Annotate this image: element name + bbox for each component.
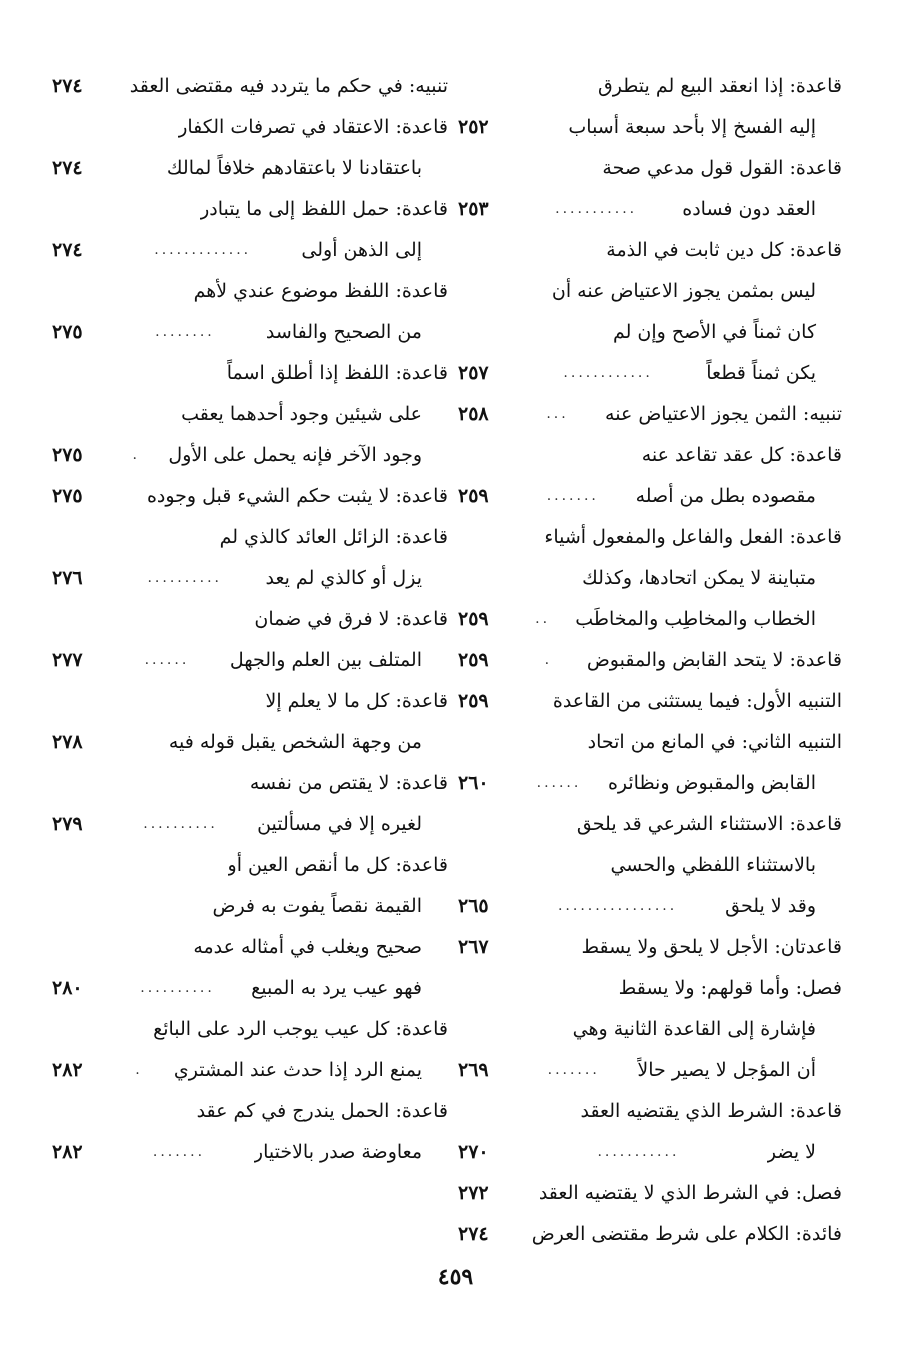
entry-text: التنبيه الأول: فيما يستثنى من القاعدة: [552, 690, 842, 712]
index-entry: [52, 271, 448, 312]
index-entry: [52, 1091, 448, 1132]
entry-text: قاعدة: الزائل العائد كالذي لم: [219, 526, 448, 548]
entry-leader-dots: ......: [536, 775, 582, 791]
index-column-right: [458, 66, 842, 1255]
entry-text: من وجهة الشخص يقبل قوله فيه: [168, 731, 422, 753]
entry-text: قاعدة: الفعل والفاعل والمفعول أشياء: [544, 526, 842, 548]
entry-text: قاعدة: حمل اللفظ إلى ما يتبادر: [200, 198, 448, 220]
entry-page-number: ٢٧٢: [458, 1182, 489, 1204]
entry-leader-dots: .......: [546, 488, 599, 504]
index-entry: [52, 1132, 448, 1173]
index-entry: [458, 353, 842, 394]
index-entry: [52, 763, 448, 804]
index-entry: [458, 476, 842, 517]
entry-text: وقد لا يلحق: [725, 895, 816, 917]
entry-leader-dots: ........: [155, 324, 215, 340]
entry-text: باعتقادنا لا باعتقادهم خلافاً لمالك: [166, 157, 422, 179]
entry-page-number: ٢٥٩: [458, 690, 489, 712]
entry-leader-dots: ...........: [597, 1144, 680, 1160]
index-entry: [458, 435, 842, 476]
index-entry: [458, 107, 842, 148]
entry-text: قاعدة: اللفظ إذا أطلق اسماً: [226, 362, 448, 384]
index-entry: [458, 189, 842, 230]
entry-text: فصل: وأما قولهم: ولا يسقط: [618, 977, 842, 999]
index-entry: [52, 517, 448, 558]
entry-text: قاعدة: كل ما أنقص العين أو: [227, 854, 448, 876]
entry-page-number: ٢٧٦: [52, 567, 83, 589]
entry-text: القابض والمقبوض ونظائره: [607, 772, 816, 794]
index-entry: [52, 558, 448, 599]
entry-text: قاعدة: لا فرق في ضمان: [254, 608, 448, 630]
entry-page-number: ٢٥٧: [458, 362, 489, 384]
index-entry: [52, 353, 448, 394]
entry-text: قاعدة: كل عقد تقاعد عنه: [641, 444, 842, 466]
entry-page-number: ٢٧٤: [52, 75, 83, 97]
index-entry: [458, 640, 842, 681]
entry-text: التنبيه الثاني: في المانع من اتحاد: [587, 731, 842, 753]
index-entry: [458, 763, 842, 804]
entry-leader-dots: ...........: [555, 201, 638, 217]
entry-text: فهو عيب يرد به المبيع: [251, 977, 422, 999]
entry-text: بالاستثناء اللفظي والحسي: [610, 854, 816, 876]
entry-page-number: ٢٥٨: [458, 403, 489, 425]
index-entry: [52, 681, 448, 722]
entry-page-number: ٢٥٩: [458, 485, 489, 507]
entry-text: قاعدة: لا يثبت حكم الشيء قبل وجوده: [146, 485, 448, 507]
index-entry: [52, 394, 448, 435]
entry-page-number: ٢٦٠: [458, 772, 489, 794]
index-entry: [52, 804, 448, 845]
index-entry: [458, 1091, 842, 1132]
entry-text: كان ثمناً في الأصح وإن لم: [612, 321, 816, 343]
entry-page-number: ٢٥٩: [458, 649, 489, 671]
index-entry: [458, 1050, 842, 1091]
index-entry: [52, 230, 448, 271]
index-entry: [52, 968, 448, 1009]
entry-text: من الصحيح والفاسد: [265, 321, 422, 343]
index-entry: [458, 927, 842, 968]
entry-text: قاعدة: الشرط الذي يقتضيه العقد: [580, 1100, 842, 1122]
entry-text: قاعدة: الاستثناء الشرعي قد يلحق: [576, 813, 842, 835]
entry-text: قاعدة: كل عيب يوجب الرد على البائع: [153, 1018, 448, 1040]
entry-text: قاعدتان: الأجل لا يلحق ولا يسقط: [581, 936, 842, 958]
index-entry: [52, 1009, 448, 1050]
entry-text: قاعدة: لا يقتص من نفسه: [249, 772, 448, 794]
entry-text: مقصوده بطل من أصله: [635, 485, 816, 507]
index-entry: [52, 66, 448, 107]
entry-text: إليه الفسخ إلا بأحد سبعة أسباب: [568, 116, 816, 138]
entry-page-number: ٢٦٩: [458, 1059, 489, 1081]
entry-text: يمنع الرد إذا حدث عند المشتري: [173, 1059, 422, 1081]
entry-page-number: ٢٥٢: [458, 116, 489, 138]
index-entry: [52, 435, 448, 476]
entry-text: قاعدة: الاعتقاد في تصرفات الكفار: [178, 116, 448, 138]
index-entry: [52, 927, 448, 968]
entry-page-number: ٢٧٠: [458, 1141, 489, 1163]
index-entry: [458, 681, 842, 722]
entry-text: قاعدة: لا يتحد القابض والمقبوض: [586, 649, 842, 671]
entry-leader-dots: ..........: [140, 980, 215, 996]
entry-leader-dots: ..: [535, 611, 551, 627]
index-entry: [52, 476, 448, 517]
entry-page-number: ٢٨٠: [52, 977, 83, 999]
index-entry: [458, 312, 842, 353]
entry-page-number: ٢٧٤: [52, 157, 83, 179]
entry-page-number: ٢٧٤: [458, 1223, 489, 1245]
entry-page-number: ٢٨٢: [52, 1059, 83, 1081]
index-entry: [52, 312, 448, 353]
entry-text: ليس بمثمن يجوز الاعتياض عنه أن: [551, 280, 816, 302]
entry-text: قاعدة: القول قول مدعي صحة: [602, 157, 842, 179]
entry-leader-dots: .............: [154, 242, 252, 258]
index-entry: [458, 517, 842, 558]
index-entry: [458, 599, 842, 640]
entry-leader-dots: ......: [144, 652, 190, 668]
entry-page-number: ٢٧٥: [52, 321, 83, 343]
index-entry: [458, 968, 842, 1009]
entry-page-number: ٢٥٩: [458, 608, 489, 630]
entry-page-number: ٢٦٥: [458, 895, 489, 917]
entry-leader-dots: .......: [547, 1062, 600, 1078]
index-entry: [458, 1009, 842, 1050]
entry-leader-dots: ..........: [147, 570, 222, 586]
index-entry: [458, 1214, 842, 1255]
index-entry: [458, 886, 842, 927]
entry-text: العقد دون فساده: [682, 198, 816, 220]
index-column-left: [52, 66, 448, 1173]
entry-text: قاعدة: كل ما لا يعلم إلا: [265, 690, 448, 712]
entry-text: صحيح ويغلب في أمثاله عدمه: [193, 936, 422, 958]
entry-text: إلى الذهن أولى: [301, 239, 422, 261]
index-entry: [458, 394, 842, 435]
index-entry: [458, 722, 842, 763]
index-entry: [458, 1173, 842, 1214]
entry-page-number: ٢٧٩: [52, 813, 83, 835]
entry-page-number: ٢٧٥: [52, 444, 83, 466]
entry-leader-dots: .: [135, 1062, 143, 1078]
entry-text: الخطاب والمخاطِب والمخاطَب: [575, 608, 816, 630]
entry-leader-dots: ..........: [143, 816, 218, 832]
entry-page-number: ٢٧٨: [52, 731, 83, 753]
entry-text: قاعدة: الحمل يندرج في كم عقد: [196, 1100, 448, 1122]
index-entry: [52, 1050, 448, 1091]
index-entry: [52, 722, 448, 763]
entry-leader-dots: .: [132, 447, 140, 463]
index-entry: [458, 1132, 842, 1173]
entry-text: معاوضة صدر بالاختيار: [253, 1141, 422, 1163]
entry-text: أن المؤجل لا يصير حالاً: [637, 1059, 816, 1081]
entry-text: لغيره إلا في مسألتين: [257, 813, 422, 835]
entry-text: فصل: في الشرط الذي لا يقتضيه العقد: [538, 1182, 842, 1204]
entry-text: فإشارة إلى القاعدة الثانية وهي: [572, 1018, 816, 1040]
entry-leader-dots: ...: [546, 406, 569, 422]
entry-text: متباينة لا يمكن اتحادها، وكذلك: [582, 567, 816, 589]
index-entry: [52, 640, 448, 681]
entry-leader-dots: .......: [152, 1144, 206, 1160]
entry-page-number: ٢٨٢: [52, 1141, 83, 1163]
entry-page-number: ٢٧٧: [52, 649, 83, 671]
entry-page-number: ٢٧٤: [52, 239, 83, 261]
entry-leader-dots: ................: [557, 898, 678, 914]
entry-text: قاعدة: اللفظ موضوع عندي لأهم: [193, 280, 448, 302]
entry-leader-dots: .: [544, 652, 553, 668]
entry-text: لا يضر: [766, 1141, 816, 1163]
index-entry: [52, 886, 448, 927]
entry-text: القيمة نقصاً يفوت به فرض: [212, 895, 422, 917]
page-number: ٤٥٩: [437, 1264, 474, 1290]
index-entry: [52, 845, 448, 886]
index-entry: [52, 107, 448, 148]
index-entry: [458, 558, 842, 599]
entry-text: وجود الآخر فإنه يحمل على الأول: [168, 444, 422, 466]
entry-text: تنبيه: في حكم ما يتردد فيه مقتضى العقد: [129, 75, 448, 97]
entry-text: تنبيه: الثمن يجوز الاعتياض عنه: [605, 403, 842, 425]
index-entry: [458, 148, 842, 189]
index-entry: [458, 66, 842, 107]
entry-text: قاعدة: كل دين ثابت في الذمة: [606, 239, 842, 261]
index-entry: [458, 230, 842, 271]
index-entry: [458, 845, 842, 886]
entry-text: قاعدة: إذا انعقد البيع لم يتطرق: [598, 75, 842, 97]
entry-text: يزل أو كالذي لم يعد: [265, 567, 422, 589]
entry-leader-dots: ............: [563, 365, 653, 381]
index-entry: [52, 189, 448, 230]
index-entry: [52, 148, 448, 189]
index-entry: [52, 599, 448, 640]
entry-page-number: ٢٥٣: [458, 198, 489, 220]
entry-text: فائدة: الكلام على شرط مقتضى العرض: [531, 1223, 842, 1245]
index-entry: [458, 804, 842, 845]
entry-page-number: ٢٧٥: [52, 485, 83, 507]
index-entry: [458, 271, 842, 312]
entry-text: على شيئين وجود أحدهما يعقب: [181, 403, 422, 425]
entry-text: يكن ثمناً قطعاً: [706, 362, 816, 384]
entry-page-number: ٢٦٧: [458, 936, 489, 958]
entry-text: المتلف بين العلم والجهل: [229, 649, 422, 671]
